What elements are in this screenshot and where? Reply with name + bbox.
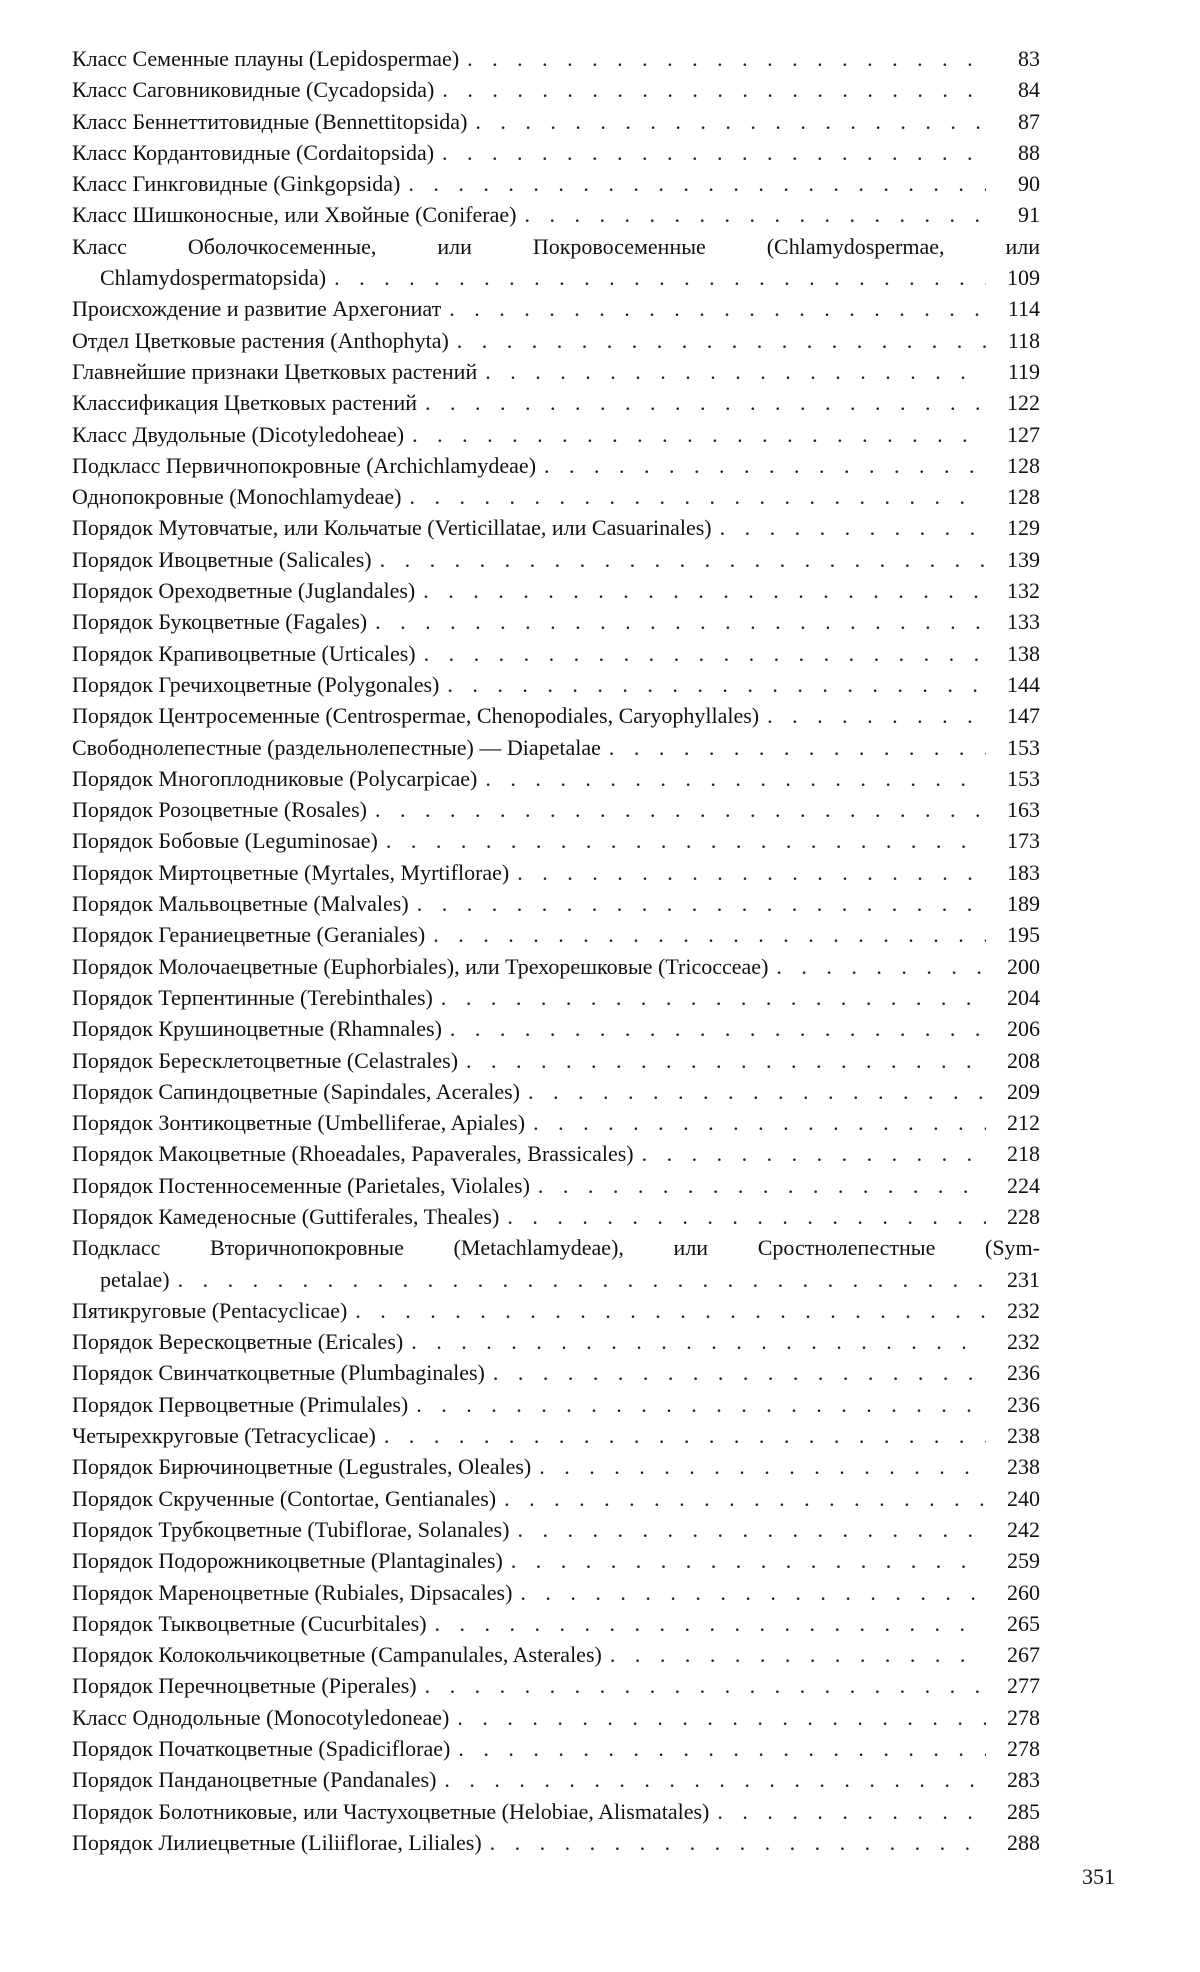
toc-entry-page-number: 224 xyxy=(1007,1172,1040,1198)
toc-entry-page-number: 277 xyxy=(1007,1673,1040,1699)
toc-entry xyxy=(72,982,1040,1013)
dot-leader xyxy=(767,700,986,731)
table-of-contents xyxy=(72,43,1040,1858)
toc-entry-title: Порядок Мареноцветные (Rubiales, Dipsacales) xyxy=(72,1579,513,1605)
toc-entry-title: Порядок Болотниковые, или Частухоцветные (Helobiae, Alismatales) xyxy=(72,1798,710,1824)
toc-entry-page-number: 147 xyxy=(1007,703,1040,729)
dot-leader xyxy=(720,512,986,543)
toc-entry-title: Порядок Бирючиноцветные (Legustrales, Oleales) xyxy=(72,1454,532,1480)
toc-entry-title: Порядок Ивоцветные (Salicales) xyxy=(72,546,372,572)
dot-leader xyxy=(425,1670,986,1701)
dot-leader xyxy=(717,1796,986,1827)
dot-leader xyxy=(424,638,986,669)
dot-leader xyxy=(178,1264,986,1295)
toc-entry xyxy=(72,763,1040,794)
toc-entry xyxy=(72,168,1040,199)
dot-leader xyxy=(411,1326,986,1357)
toc-entry-page-number: 238 xyxy=(1007,1423,1040,1449)
toc-entry-page-number: 90 xyxy=(1018,171,1040,197)
toc-entry xyxy=(72,732,1040,763)
toc-entry xyxy=(72,700,1040,731)
toc-entry-page-number: 283 xyxy=(1007,1767,1040,1793)
dot-leader xyxy=(485,356,986,387)
toc-entry-page-number: 267 xyxy=(1007,1642,1040,1668)
toc-entry-title: Класс Кордантовидные (Cordaitopsida) xyxy=(72,139,435,165)
toc-entry-page-number: 153 xyxy=(1007,765,1040,791)
toc-entry xyxy=(72,1702,1040,1733)
toc-entry-title: Порядок Панданоцветные (Pandanales) xyxy=(72,1767,437,1793)
toc-entry-title: Порядок Букоцветные (Fagales) xyxy=(72,609,368,635)
toc-entry xyxy=(72,231,1040,294)
dot-leader xyxy=(435,1608,986,1639)
toc-entry xyxy=(72,669,1040,700)
dot-leader xyxy=(511,1545,986,1576)
dot-leader xyxy=(433,919,986,950)
toc-entry-page-number: 204 xyxy=(1007,984,1040,1010)
toc-entry-page-number: 209 xyxy=(1007,1078,1040,1104)
toc-entry-title-continuation: petalae) xyxy=(100,1266,170,1292)
page-folio: 351 xyxy=(1082,1864,1115,1889)
toc-entry xyxy=(72,1545,1040,1576)
toc-entry-page-number: 119 xyxy=(1007,358,1040,384)
dot-leader xyxy=(386,825,986,856)
toc-entry-title: Порядок Молочаецветные (Euphorbiales), или Трехорешковые (Tricocceae) xyxy=(72,953,769,979)
toc-entry-page-number: 132 xyxy=(1007,578,1040,604)
toc-entry xyxy=(72,1733,1040,1764)
toc-entry xyxy=(72,137,1040,168)
toc-entry-page-number: 288 xyxy=(1007,1829,1040,1855)
dot-leader xyxy=(444,1764,986,1795)
dot-leader xyxy=(375,606,986,637)
toc-entry xyxy=(72,1670,1040,1701)
toc-entry xyxy=(72,1796,1040,1827)
toc-entry-title: Порядок Центросеменные (Centrospermae, Chenopodiales, Caryophyllales) xyxy=(72,703,760,729)
dot-leader xyxy=(490,1827,986,1858)
toc-entry xyxy=(72,857,1040,888)
toc-entry xyxy=(72,387,1040,418)
toc-entry xyxy=(72,951,1040,982)
dot-leader xyxy=(539,1451,986,1482)
toc-entry xyxy=(72,419,1040,450)
toc-entry-title: Пятикруговые (Pentacyclicae) xyxy=(72,1297,348,1323)
toc-entry-title: Четырехкруговые (Tetracyclicae) xyxy=(72,1423,376,1449)
dot-leader xyxy=(410,481,987,512)
toc-entry xyxy=(72,1357,1040,1388)
dot-leader xyxy=(447,669,986,700)
toc-entry xyxy=(72,512,1040,543)
dot-leader xyxy=(517,1514,986,1545)
toc-entry-page-number: 163 xyxy=(1007,797,1040,823)
toc-entry xyxy=(72,1827,1040,1858)
dot-leader xyxy=(538,1170,986,1201)
toc-entry-page-number: 242 xyxy=(1007,1516,1040,1542)
toc-entry-title: Класс Гинкговидные (Ginkgopsida) xyxy=(72,171,401,197)
toc-entry-page-number: 128 xyxy=(1007,484,1040,510)
toc-entry-title: Порядок Крапивоцветные (Urticales) xyxy=(72,640,416,666)
toc-entry-title: Порядок Первоцветные (Primulales) xyxy=(72,1391,409,1417)
toc-entry-title: Порядок Перечноцветные (Piperales) xyxy=(72,1673,417,1699)
dot-leader xyxy=(504,1483,986,1514)
toc-entry-title: Порядок Лилиецветные (Liliiflorae, Liliales) xyxy=(72,1829,482,1855)
dot-leader xyxy=(457,325,986,356)
dot-leader xyxy=(441,982,986,1013)
toc-entry xyxy=(72,1389,1040,1420)
toc-entry-page-number: 200 xyxy=(1007,953,1040,979)
toc-entry-page-number: 236 xyxy=(1007,1391,1040,1417)
toc-entry-page-number: 236 xyxy=(1007,1360,1040,1386)
dot-leader xyxy=(423,575,986,606)
toc-entry-page-number: 238 xyxy=(1007,1454,1040,1480)
toc-entry-page-number: 183 xyxy=(1007,859,1040,885)
toc-entry xyxy=(72,1326,1040,1357)
toc-entry-page-number: 138 xyxy=(1007,640,1040,666)
dot-leader xyxy=(776,951,986,982)
toc-entry xyxy=(72,1107,1040,1138)
toc-entry-title: Класс Саговниковидные (Cycadopsida) xyxy=(72,77,435,103)
dot-leader xyxy=(533,1107,986,1138)
toc-entry-title: Классификация Цветковых растений xyxy=(72,390,418,416)
dot-leader xyxy=(475,106,986,137)
toc-entry xyxy=(72,1045,1040,1076)
toc-entry-title: Порядок Гераниецветные (Geraniales) xyxy=(72,922,426,948)
toc-entry-title: Главнейшие признаки Цветковых растений xyxy=(72,358,478,384)
toc-entry xyxy=(72,43,1040,74)
toc-entry-title: Порядок Бересклетоцветные (Celastrales) xyxy=(72,1047,459,1073)
toc-entry-page-number: 240 xyxy=(1007,1485,1040,1511)
toc-entry xyxy=(72,106,1040,137)
toc-entry-page-number: 144 xyxy=(1007,671,1040,697)
toc-entry-title: Класс Беннеттитовидные (Bennettitopsida) xyxy=(72,108,468,134)
toc-entry-page-number: 83 xyxy=(1018,46,1040,71)
toc-entry-page-number: 128 xyxy=(1007,452,1040,478)
toc-entry-title: Порядок Подорожникоцветные (Plantaginales) xyxy=(72,1548,503,1574)
toc-entry-title: Порядок Терпентинные (Terebinthales) xyxy=(72,984,433,1010)
dot-leader xyxy=(457,1702,986,1733)
toc-entry-page-number: 218 xyxy=(1007,1141,1040,1167)
dot-leader xyxy=(520,1577,986,1608)
dot-leader xyxy=(442,137,986,168)
toc-entry-title: Порядок Камеденосные (Guttiferales, Theales) xyxy=(72,1203,500,1229)
toc-entry-page-number: 232 xyxy=(1007,1297,1040,1323)
toc-entry-title: Подкласс Вторичнопокровные (Metachlamydeae), или Сростнолепестные (Sym- xyxy=(72,1235,1040,1261)
dot-leader xyxy=(412,419,986,450)
toc-entry xyxy=(72,1201,1040,1232)
toc-entry-title: Порядок Верескоцветные (Ericales) xyxy=(72,1329,404,1355)
dot-leader xyxy=(334,262,986,293)
toc-entry-title: Порядок Многоплодниковые (Polycarpicae) xyxy=(72,765,478,791)
dot-leader xyxy=(642,1138,986,1169)
toc-entry-title: Класс Оболочкосеменные, или Покровосеменные (Chlamydospermae, или xyxy=(72,233,1040,259)
dot-leader xyxy=(517,857,986,888)
toc-entry-title: Подкласс Первичнопокровные (Archichlamydeae) xyxy=(72,452,537,478)
toc-entry-page-number: 208 xyxy=(1007,1047,1040,1073)
toc-entry xyxy=(72,199,1040,230)
dot-leader xyxy=(524,199,986,230)
toc-entry xyxy=(72,888,1040,919)
toc-entry-title: Порядок Скрученные (Contortae, Gentianales) xyxy=(72,1485,497,1511)
toc-entry xyxy=(72,1013,1040,1044)
toc-entry-title: Класс Двудольные (Dicotyledoheae) xyxy=(72,421,405,447)
dot-leader xyxy=(375,794,986,825)
toc-entry-page-number: 133 xyxy=(1007,609,1040,635)
toc-entry-page-number: 139 xyxy=(1007,546,1040,572)
toc-entry-page-number: 129 xyxy=(1007,515,1040,541)
dot-leader xyxy=(355,1295,986,1326)
toc-entry xyxy=(72,293,1040,324)
toc-entry-page-number: 259 xyxy=(1007,1548,1040,1574)
toc-entry-title: Порядок Макоцветные (Rhoeadales, Papaverales, Brassicales) xyxy=(72,1141,634,1167)
toc-entry-title: Происхождение и развитие Архегониат xyxy=(72,296,442,322)
toc-entry-title: Порядок Колокольчикоцветные (Campanulales, Asterales) xyxy=(72,1642,602,1668)
toc-entry-page-number: 265 xyxy=(1007,1610,1040,1636)
toc-entry-line2 xyxy=(72,262,1040,293)
toc-entry xyxy=(72,1577,1040,1608)
toc-entry xyxy=(72,544,1040,575)
toc-entry-title: Порядок Тыквоцветные (Cucurbitales) xyxy=(72,1610,427,1636)
toc-entry-title: Порядок Сапиндоцветные (Sapindales, Acerales) xyxy=(72,1078,520,1104)
toc-entry-title: Свободнолепестные (раздельнолепестные) — Diapetalae xyxy=(72,734,601,760)
dot-leader xyxy=(609,732,986,763)
toc-entry-page-number: 87 xyxy=(1018,108,1040,134)
toc-entry-title: Порядок Трубкоцветные (Tubiflorae, Solanales) xyxy=(72,1516,510,1542)
toc-entry-page-number: 122 xyxy=(1007,390,1040,416)
toc-entry xyxy=(72,1764,1040,1795)
toc-entry-title: Порядок Миртоцветные (Myrtales, Myrtiflorae) xyxy=(72,859,510,885)
toc-entry-page-number: 285 xyxy=(1007,1798,1040,1824)
toc-entry xyxy=(72,356,1040,387)
toc-entry xyxy=(72,1138,1040,1169)
toc-entry-page-number: 114 xyxy=(1007,296,1040,322)
toc-entry xyxy=(72,919,1040,950)
dot-leader xyxy=(458,1733,986,1764)
toc-entry-page-number: 206 xyxy=(1007,1016,1040,1042)
toc-entry xyxy=(72,481,1040,512)
toc-entry xyxy=(72,1514,1040,1545)
toc-entry-title: Порядок Початкоцветные (Spadiciflorae) xyxy=(72,1736,451,1762)
toc-entry xyxy=(72,1420,1040,1451)
dot-leader xyxy=(507,1201,986,1232)
dot-leader xyxy=(493,1357,986,1388)
toc-entry xyxy=(72,638,1040,669)
toc-entry-page-number: 228 xyxy=(1007,1203,1040,1229)
toc-entry xyxy=(72,1639,1040,1670)
toc-entry-page-number: 127 xyxy=(1007,421,1040,447)
toc-entry-title: Порядок Крушиноцветные (Rhamnales) xyxy=(72,1016,442,1042)
toc-entry xyxy=(72,1483,1040,1514)
toc-entry-page-number: 189 xyxy=(1007,891,1040,917)
toc-entry-title: Однопокровные (Monochlamydeae) xyxy=(72,484,402,510)
toc-entry-title: Отдел Цветковые растения (Anthophyta) xyxy=(72,327,449,353)
dot-leader xyxy=(384,1420,986,1451)
toc-entry xyxy=(72,606,1040,637)
toc-entry-title: Порядок Розоцветные (Rosales) xyxy=(72,797,367,823)
toc-entry-page-number: 278 xyxy=(1007,1704,1040,1730)
toc-entry xyxy=(72,1170,1040,1201)
dot-leader xyxy=(417,888,986,919)
dot-leader xyxy=(450,1013,986,1044)
dot-leader xyxy=(408,168,986,199)
dot-leader xyxy=(610,1639,986,1670)
toc-entry-title: Класс Однодольные (Monocotyledoneae) xyxy=(72,1704,450,1730)
dot-leader xyxy=(425,387,986,418)
toc-entry xyxy=(72,74,1040,105)
toc-entry-page-number: 84 xyxy=(1018,77,1040,103)
toc-entry-title-continuation: Chlamydospermatopsida) xyxy=(100,265,327,291)
toc-entry-page-number: 173 xyxy=(1007,828,1040,854)
dot-leader xyxy=(544,450,986,481)
toc-entry-page-number: 232 xyxy=(1007,1329,1040,1355)
dot-leader xyxy=(416,1389,986,1420)
toc-entry-title: Порядок Гречихоцветные (Polygonales) xyxy=(72,671,440,697)
toc-entry-page-number: 153 xyxy=(1007,734,1040,760)
toc-entry-page-number: 195 xyxy=(1007,922,1040,948)
toc-entry xyxy=(72,794,1040,825)
toc-entry xyxy=(72,1076,1040,1107)
dot-leader xyxy=(485,763,986,794)
toc-entry-title: Порядок Свинчаткоцветные (Plumbaginales) xyxy=(72,1360,485,1386)
toc-entry-page-number: 212 xyxy=(1007,1110,1040,1136)
toc-entry xyxy=(72,1608,1040,1639)
toc-entry xyxy=(72,1232,1040,1295)
dot-leader xyxy=(380,544,986,575)
dot-leader xyxy=(466,1045,986,1076)
dot-leader xyxy=(467,43,986,74)
toc-entry xyxy=(72,1295,1040,1326)
toc-entry-page-number: 278 xyxy=(1007,1736,1040,1762)
dot-leader xyxy=(528,1076,986,1107)
dot-leader xyxy=(449,293,986,324)
toc-entry-page-number: 109 xyxy=(1007,265,1040,291)
toc-entry xyxy=(72,1451,1040,1482)
toc-entry xyxy=(72,825,1040,856)
toc-entry-title: Класс Шишконосные, или Хвойные (Coniferae) xyxy=(72,202,517,228)
dot-leader xyxy=(442,74,986,105)
toc-entry-title: Порядок Ореходветные (Juglandales) xyxy=(72,578,416,604)
toc-entry-page-number: 260 xyxy=(1007,1579,1040,1605)
toc-entry-title: Порядок Мутовчатые, или Кольчатые (Verticillatae, или Casuarinales) xyxy=(72,515,712,541)
toc-entry xyxy=(72,575,1040,606)
toc-entry-title: Класс Семенные плауны (Lepidospermae) xyxy=(72,46,460,71)
toc-entry-page-number: 231 xyxy=(1007,1266,1040,1292)
toc-entry xyxy=(72,450,1040,481)
toc-entry-page-number: 91 xyxy=(1018,202,1040,228)
toc-entry-page-number: 118 xyxy=(1007,327,1040,353)
toc-entry-title: Порядок Постенносеменные (Parietales, Violales) xyxy=(72,1172,530,1198)
toc-entry-title: Порядок Бобовые (Leguminosae) xyxy=(72,828,378,854)
toc-entry xyxy=(72,325,1040,356)
toc-entry-title: Порядок Мальвоцветные (Malvales) xyxy=(72,891,409,917)
toc-entry-title: Порядок Зонтикоцветные (Umbelliferae, Apiales) xyxy=(72,1110,526,1136)
toc-entry-line2 xyxy=(72,1264,1040,1295)
toc-entry-page-number: 88 xyxy=(1018,139,1040,165)
